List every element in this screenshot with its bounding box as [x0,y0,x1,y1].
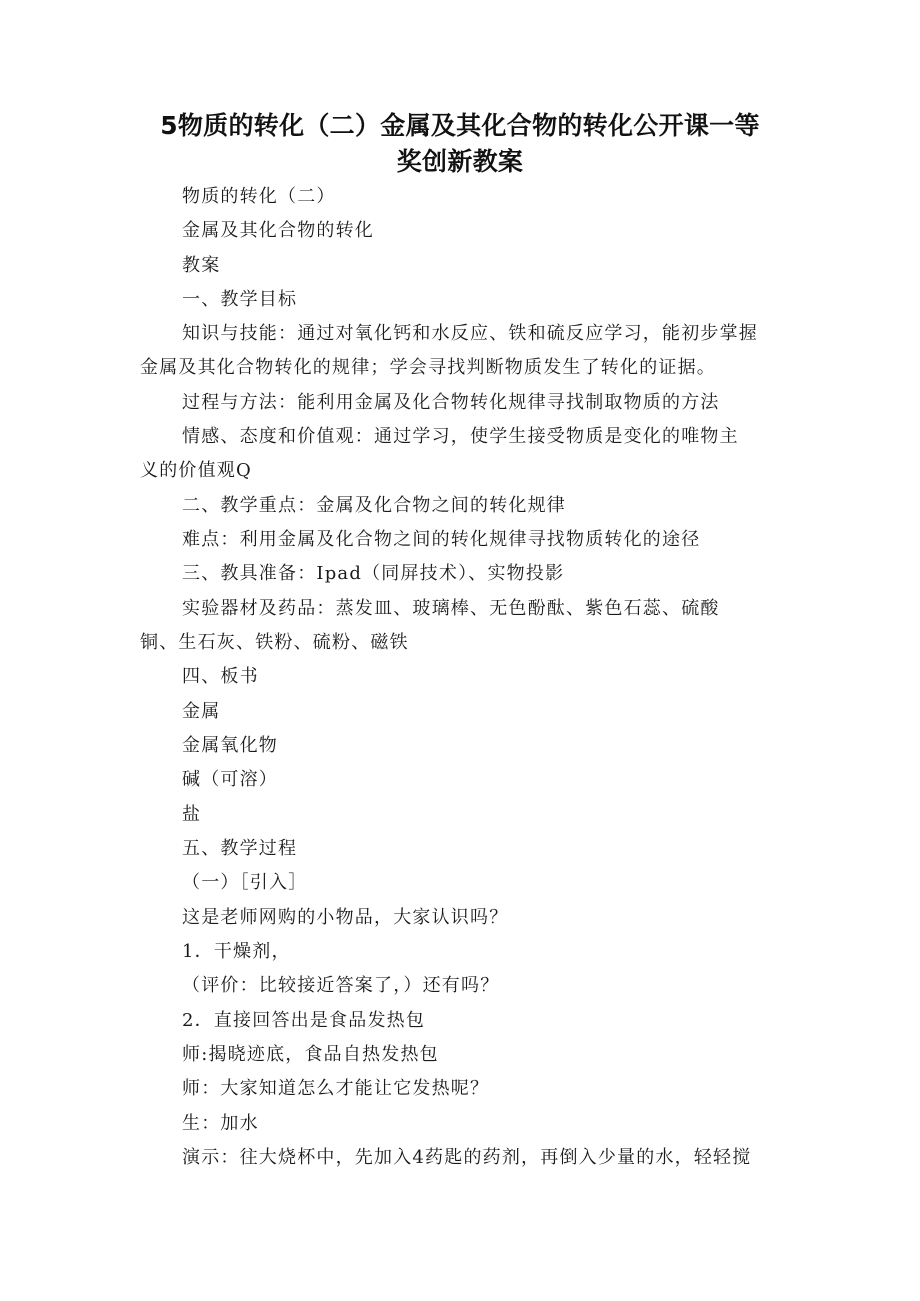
heading-teaching-goals: 一、教学目标 [182,289,298,310]
board-item-base: 碱（可溶） [182,769,278,790]
paragraph-equipment: 实验器材及药品：蒸发皿、玻璃棒、无色酚酞、紫色石蕊、硫酸 [182,598,720,619]
paragraph-knowledge-skills: 知识与技能：通过对氧化钙和水反应、铁和硫反应学习，能初步掌握 [182,323,758,344]
paragraph-process-method: 过程与方法：能利用金属及化合物转化规律寻找制取物质的方法 [182,392,720,413]
board-item-metal-oxide: 金属氧化物 [182,735,278,756]
answer-item-1: 1．干燥剂， [182,941,291,962]
paragraph-student-answer: 生：加水 [182,1113,259,1134]
heading-key-points: 二、教学重点：金属及化合物之间的转化规律 [182,495,566,516]
paragraph-equipment-cont: 铜、生石灰、铁粉、硫粉、磁铁 [140,632,409,653]
paragraph-knowledge-skills-cont: 金属及其化合物转化的规律；学会寻找判断物质发生了转化的证据。 [140,357,716,378]
paragraph-teacher-question: 师：大家知道怎么才能让它发热呢？ [182,1078,490,1099]
document-title [140,108,780,180]
paragraph-demonstration: 演示：往大烧杯中，先加入4药匙的药剂，再倒入少量的水，轻轻搅 [182,1147,752,1168]
subtitle-doc-type: 教案 [182,255,221,276]
paragraph-question: 这是老师网购的小物品，大家认识吗？ [182,907,509,928]
paragraph-teacher-reveal: 师:揭晓迹底，食品自热发热包 [182,1044,439,1065]
heading-teaching-process: 五、教学过程 [182,838,298,859]
answer-item-2: 2．直接回答出是食品发热包 [182,1010,426,1031]
paragraph-emotion-values-cont: 义的价值观Q [140,460,252,481]
title-line-2: 奖创新教案 [396,147,524,176]
heading-teaching-aids: 三、教具准备：Ipad（同屏技术）、实物投影 [182,563,565,584]
paragraph-evaluation: （评价：比较接近答案了，）还有吗？ [182,975,500,996]
paragraph-emotion-values: 情感、态度和价值观：通过学习，使学生接受物质是变化的唯物主 [182,426,739,447]
subtitle-section: 金属及其化合物的转化 [182,220,374,241]
board-item-metal: 金属 [182,701,221,722]
board-item-salt: 盐 [182,804,202,825]
subtitle-topic: 物质的转化（二） [182,186,336,207]
paragraph-difficulty: 难点：利用金属及化合物之间的转化规律寻找物质转化的途径 [182,529,701,550]
title-line-1: 5物质的转化（二）金属及其化合物的转化公开课一等 [160,111,760,140]
heading-blackboard: 四、板书 [182,666,259,687]
subheading-introduction: （一）［引入］ [182,872,308,893]
